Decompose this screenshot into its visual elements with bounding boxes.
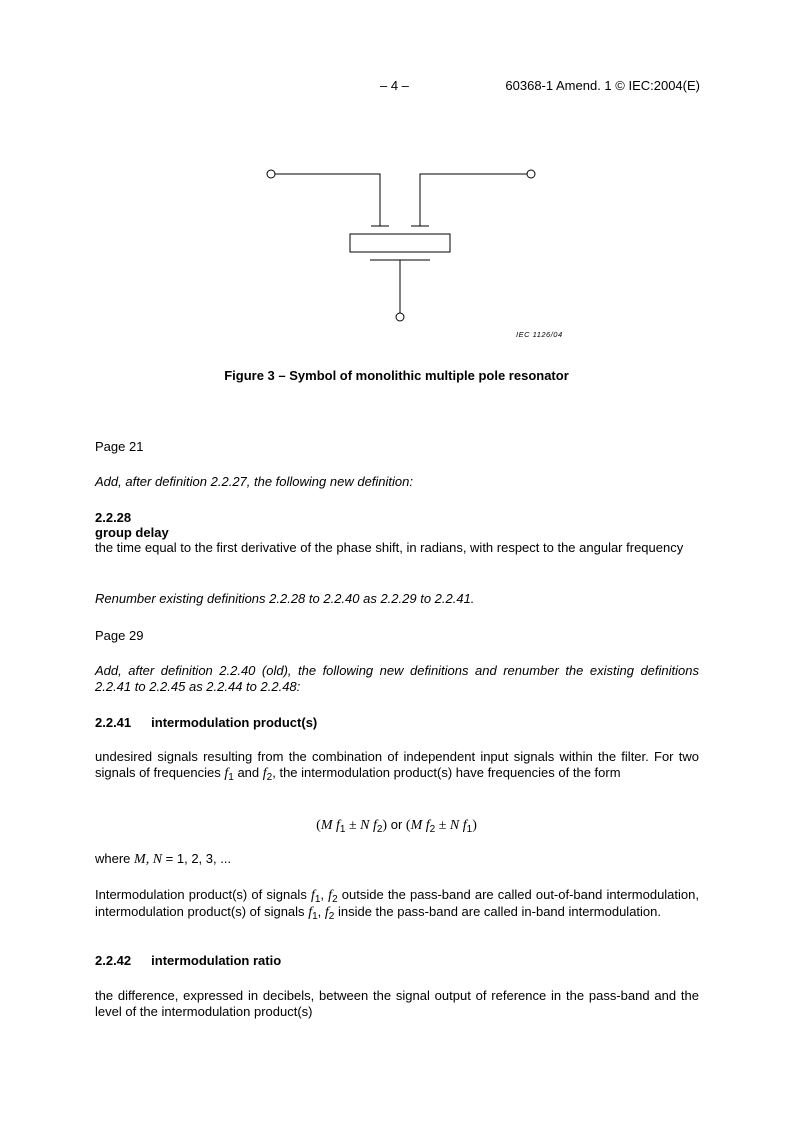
right-lead: [420, 174, 527, 226]
document-reference: 60368-1 Amend. 1 © IEC:2004(E): [505, 78, 700, 93]
definition-heading-2242: [95, 953, 699, 969]
figure-id-label: IEC 1126/04: [516, 330, 563, 339]
definition-number-2242: 2.2.42: [95, 953, 132, 968]
figure-caption: Figure 3 – Symbol of monolithic multiple pole resonator: [224, 368, 569, 383]
definition-number-2241: 2.2.41: [95, 715, 132, 730]
definition-text-group-delay: the time equal to the first derivative of the phase shift, in radians, with respect to the angular frequency: [95, 540, 684, 555]
definition-term-intermod-ratio: intermodulation ratio: [151, 953, 282, 968]
right-terminal: [527, 170, 535, 178]
definition-number-2228: 2.2.28: [95, 510, 132, 525]
left-lead: [275, 174, 380, 226]
definition-term-intermod-product: intermodulation product(s): [151, 715, 318, 730]
instruction-renumber: Renumber existing definitions 2.2.28 to 2.2.40 as 2.2.29 to 2.2.41.: [95, 591, 475, 606]
definition-text-intermod-ratio: the difference, expressed in decibels, between the signal output of reference in the pass-band and the level of the intermodulation product(s): [95, 988, 699, 1019]
definition-heading-2241: [95, 715, 699, 731]
resonator-symbol-figure: [260, 160, 550, 330]
instruction-add-2241: Add, after definition 2.2.40 (old), the following new definitions and renumber the existing definitions 2.2.41 to 2.2.45 as 2.2.44 to 2.2.48:: [95, 663, 699, 694]
instruction-add-2228: Add, after definition 2.2.27, the following new definition:: [95, 474, 413, 489]
definition-text-intermod-product: undesired signals resulting from the combination of independent input signals within the filter. For two signals of frequencies $f_1$ and $f_2$, the intermodulation product(s) have frequencies of the form: [95, 749, 699, 783]
formula-where-clause: where M, N = 1, 2, 3, ...: [95, 851, 232, 867]
page-number: – 4 –: [380, 78, 409, 93]
intermodulation-formula: (M $f_1 \pm N$ $f_2$) or (M $f_2 \pm N$ $f_1$): [316, 817, 477, 835]
definition-term-group-delay: group delay: [95, 525, 169, 540]
intermodulation-explanation: Intermodulation product(s) of signals $f_1$, $f_2$ outside the pass-band are called out-of-band intermodulation, intermodulation product(s) of signals $f_1$, $f_2$ inside the pass-band are called in-band intermodulation.: [95, 887, 699, 922]
bottom-terminal: [396, 313, 404, 321]
resonator-body: [350, 234, 450, 252]
page-reference-29: Page 29: [95, 628, 144, 643]
left-terminal: [267, 170, 275, 178]
page-reference-21: Page 21: [95, 439, 144, 454]
